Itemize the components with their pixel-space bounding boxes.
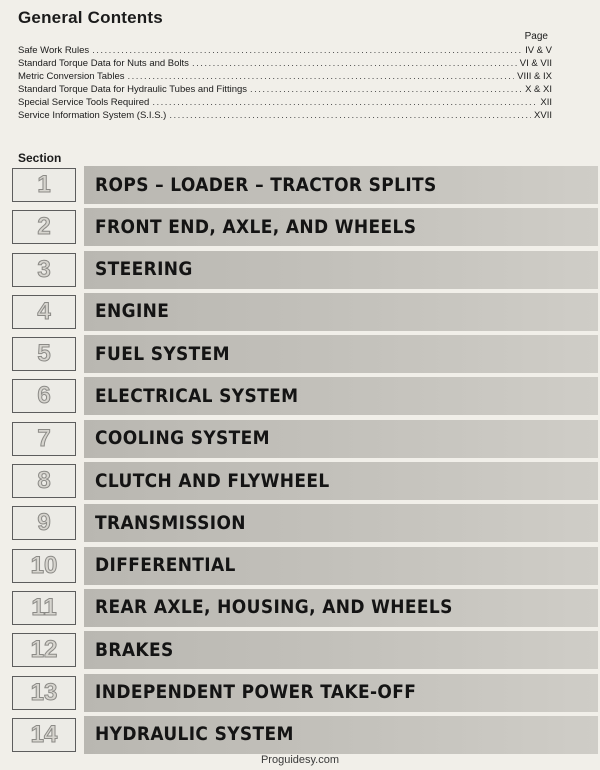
section-row[interactable] bbox=[12, 504, 598, 542]
section-number: 7 bbox=[37, 424, 51, 452]
section-row[interactable] bbox=[12, 208, 598, 246]
section-title: DIFFERENTIAL bbox=[95, 555, 236, 577]
page-title: General Contents bbox=[18, 8, 163, 27]
section-title: HYDRAULIC SYSTEM bbox=[95, 724, 294, 746]
section-title: ENGINE bbox=[95, 301, 170, 323]
section-title: COOLING SYSTEM bbox=[95, 428, 270, 450]
section-title: FRONT END, AXLE, AND WHEELS bbox=[95, 216, 417, 238]
section-number: 13 bbox=[30, 678, 58, 706]
section-list bbox=[12, 166, 598, 758]
section-title: CLUTCH AND FLYWHEEL bbox=[95, 470, 330, 492]
toc-page: VI & VII bbox=[519, 58, 552, 69]
section-row[interactable] bbox=[12, 166, 598, 204]
toc-title: Special Service Tools Required bbox=[18, 97, 150, 108]
toc-page: XVII bbox=[534, 110, 552, 121]
section-number: 1 bbox=[37, 171, 51, 198]
dot-leader bbox=[192, 57, 517, 70]
section-number-box bbox=[12, 295, 76, 329]
section-number-box bbox=[12, 633, 76, 667]
section-title: ELECTRICAL SYSTEM bbox=[95, 385, 299, 407]
toc-title: Safe Work Rules bbox=[18, 45, 90, 56]
section-number-box bbox=[12, 506, 76, 540]
toc-title: Metric Conversion Tables bbox=[18, 71, 125, 82]
section-title: REAR AXLE, HOUSING, AND WHEELS bbox=[95, 597, 453, 619]
section-title-bar bbox=[84, 251, 598, 289]
section-title-bar bbox=[84, 631, 598, 669]
toc-row[interactable] bbox=[18, 44, 552, 57]
section-number: 2 bbox=[37, 213, 51, 241]
section-number: 14 bbox=[30, 720, 58, 748]
section-title-bar bbox=[84, 674, 598, 712]
toc-page: XII bbox=[540, 97, 552, 108]
section-row[interactable] bbox=[12, 251, 598, 289]
dot-leader bbox=[250, 83, 522, 96]
section-row[interactable] bbox=[12, 377, 598, 415]
section-number: 4 bbox=[37, 297, 51, 325]
section-number: 8 bbox=[37, 467, 51, 495]
section-number-box bbox=[12, 591, 76, 625]
section-title: STEERING bbox=[95, 259, 193, 281]
general-contents-list bbox=[18, 44, 552, 122]
dot-leader bbox=[92, 44, 522, 57]
section-heading: Section bbox=[18, 151, 62, 165]
toc-title: Standard Torque Data for Nuts and Bolts bbox=[18, 58, 189, 69]
section-number: 6 bbox=[37, 382, 51, 410]
section-number-box bbox=[12, 210, 76, 244]
dot-leader bbox=[127, 70, 514, 83]
section-title-bar bbox=[84, 208, 598, 246]
section-number-box bbox=[12, 168, 76, 202]
toc-row[interactable] bbox=[18, 57, 552, 70]
page-column-label: Page bbox=[524, 31, 548, 42]
toc-row[interactable] bbox=[18, 96, 552, 109]
toc-page: VIII & IX bbox=[517, 71, 552, 82]
footer-watermark: Proguidesy.com bbox=[260, 754, 340, 766]
section-title: ROPS – LOADER – TRACTOR SPLITS bbox=[95, 174, 437, 196]
section-row[interactable] bbox=[12, 631, 598, 669]
section-number: 5 bbox=[37, 340, 51, 368]
toc-row[interactable] bbox=[18, 109, 552, 122]
toc-page: X & XI bbox=[525, 84, 552, 95]
section-row[interactable] bbox=[12, 589, 598, 627]
section-title-bar bbox=[84, 420, 598, 458]
section-title-bar bbox=[84, 166, 598, 204]
section-number-box bbox=[12, 549, 76, 583]
section-number-box bbox=[12, 337, 76, 371]
section-row[interactable] bbox=[12, 462, 598, 500]
section-title-bar bbox=[84, 462, 598, 500]
dot-leader bbox=[152, 96, 537, 109]
section-number: 11 bbox=[31, 593, 57, 621]
section-number-box bbox=[12, 676, 76, 710]
section-title: BRAKES bbox=[95, 639, 174, 661]
section-number-box bbox=[12, 422, 76, 456]
section-row[interactable] bbox=[12, 547, 598, 585]
section-number-box bbox=[12, 253, 76, 287]
section-title: TRANSMISSION bbox=[95, 512, 246, 534]
toc-page: IV & V bbox=[525, 45, 552, 56]
section-row[interactable] bbox=[12, 674, 598, 712]
section-title-bar bbox=[84, 504, 598, 542]
section-row[interactable] bbox=[12, 293, 598, 331]
section-title-bar bbox=[84, 716, 598, 754]
toc-row[interactable] bbox=[18, 83, 552, 96]
dot-leader bbox=[169, 109, 531, 122]
toc-title: Service Information System (S.I.S.) bbox=[18, 110, 167, 121]
toc-row[interactable] bbox=[18, 70, 552, 83]
section-number-box bbox=[12, 379, 76, 413]
section-title-bar bbox=[84, 377, 598, 415]
section-row[interactable] bbox=[12, 716, 598, 754]
section-row[interactable] bbox=[12, 335, 598, 373]
section-number: 10 bbox=[30, 551, 58, 579]
section-title: INDEPENDENT POWER TAKE-OFF bbox=[95, 682, 417, 704]
section-row[interactable] bbox=[12, 420, 598, 458]
toc-title: Standard Torque Data for Hydraulic Tubes and Fittings bbox=[18, 84, 248, 95]
section-title-bar bbox=[84, 589, 598, 627]
section-title-bar bbox=[84, 547, 598, 585]
section-title-bar bbox=[84, 335, 598, 373]
section-number-box bbox=[12, 718, 76, 752]
section-number: 12 bbox=[30, 636, 58, 664]
section-number: 9 bbox=[37, 509, 51, 537]
section-number: 3 bbox=[37, 255, 51, 283]
section-number-box bbox=[12, 464, 76, 498]
section-title-bar bbox=[84, 293, 598, 331]
section-title: FUEL SYSTEM bbox=[95, 343, 230, 365]
